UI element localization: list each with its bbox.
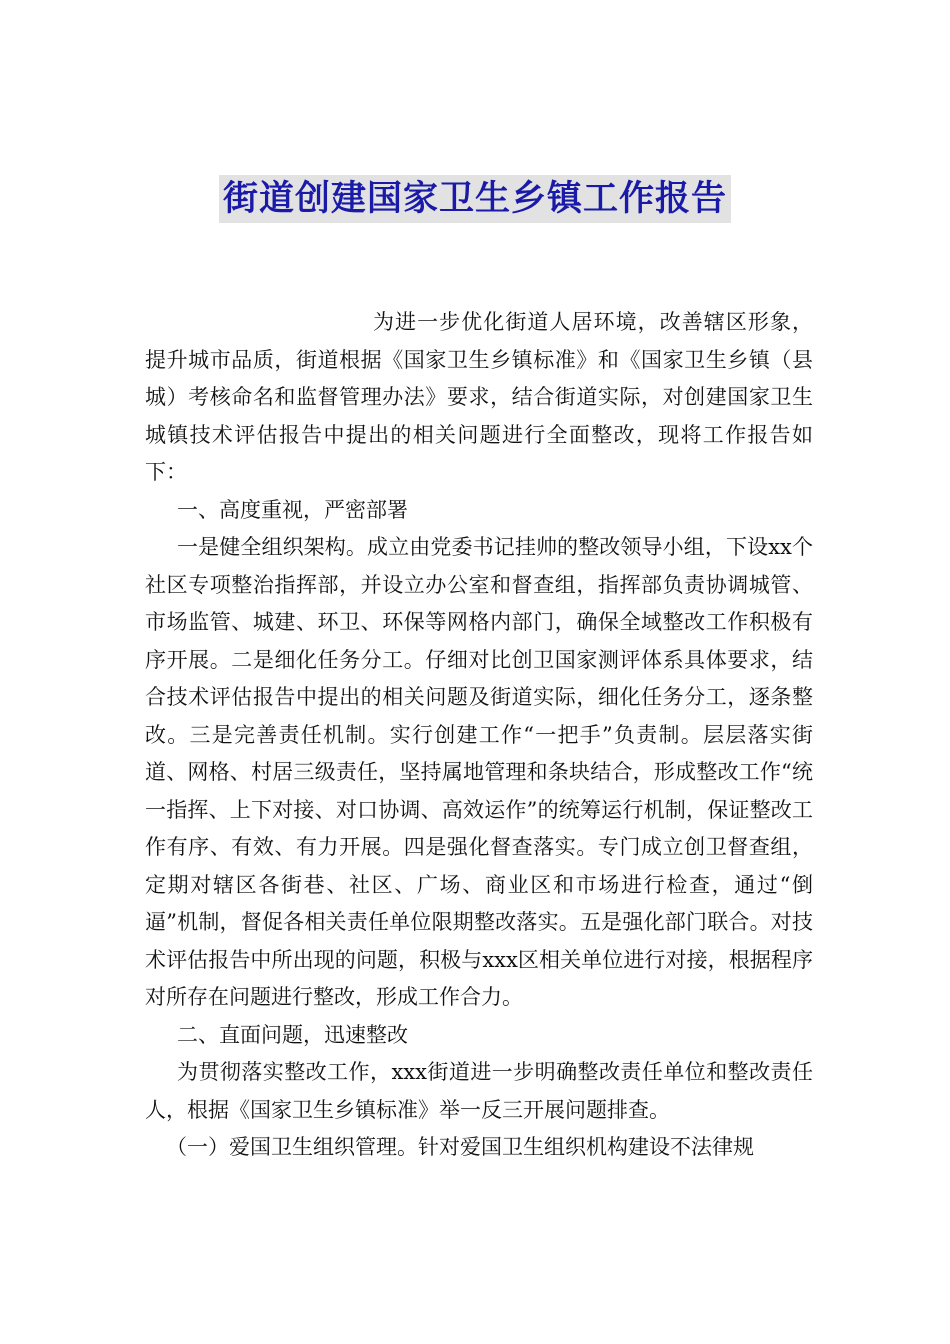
subsection-1-paragraph: （一）爱国卫生组织管理。针对爱国卫生组织机构建设不法律规 bbox=[166, 1135, 754, 1159]
document-title: 街道创建国家卫生乡镇工作报告 bbox=[219, 175, 731, 223]
section-2-paragraph: 为贯彻落实整改工作，xxx街道进一步明确整改责任单位和整改责任人，根据《国家卫生乡镇标准》举一反三开展问题排查。 bbox=[145, 1060, 813, 1122]
title-container bbox=[0, 175, 950, 223]
document-body bbox=[145, 304, 813, 1167]
section-heading-2: 二、直面问题，迅速整改 bbox=[177, 1022, 408, 1047]
section-1-paragraph: 一是健全组织架构。成立由党委书记挂帅的整改领导小组，下设xx个社区专项整治指挥部，并设立办公室和督查组，指挥部负责协调城管、市场监管、城建、环卫、环保等网格内部门，确保全域整改工作积极有序开展。二是细化任务分工。仔细对比创卫国家测评体系具体要求，结合技术评估报告中提出的相关问题及街道实际，细化任务分工，逐条整改。三是完善责任机制。实行创建工作“一把手”负责制。层层落实街道、网格、村居三级责任，坚持属地管理和条块结合，形成整改工作“统一指挥、上下对接、对口协调、高效运作”的统筹运行机制，保证整改工作有序、有效、有力开展。四是强化督查落实。专门成立创卫督查组，定期对辖区各街巷、社区、广场、商业区和市场进行检查，通过“倒逼”机制，督促各相关责任单位限期整改落实。五是强化部门联合。对技术评估报告中所出现的问题，积极与xxx区相关单位进行对接，根据程序对所存在问题进行整改，形成工作合力。 bbox=[145, 535, 813, 1009]
intro-paragraph: 为进一步优化街道人居环境，改善辖区形象，提升城市品质，街道根据《国家卫生乡镇标准》和《国家卫生乡镇（县城）考核命名和监督管理办法》要求，结合街道实际，对创建国家卫生城镇技术评估报告中提出的相关问题进行全面整改，现将工作报告如下： bbox=[145, 310, 813, 484]
section-heading-1: 一、高度重视，严密部署 bbox=[177, 497, 408, 522]
